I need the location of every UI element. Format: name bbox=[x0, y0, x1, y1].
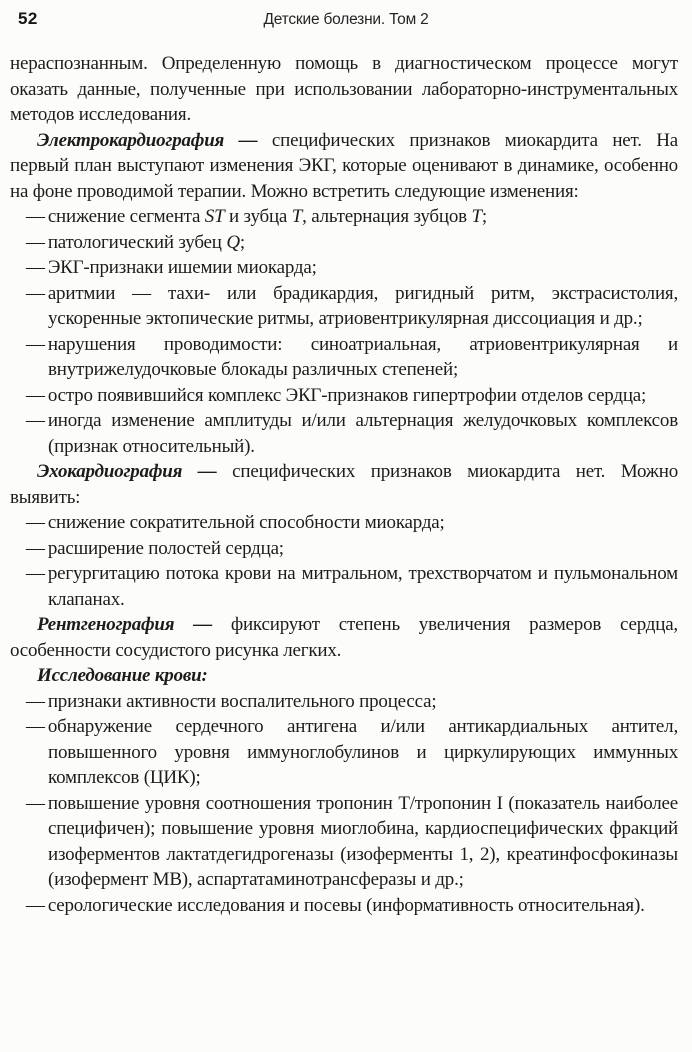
dash-bullet: — bbox=[26, 690, 45, 712]
dash-bullet: — bbox=[26, 537, 45, 559]
list-item-troponin bbox=[10, 791, 678, 893]
list-item-text bbox=[48, 895, 645, 916]
dash-bullet: — bbox=[26, 384, 45, 406]
list-item-conduction bbox=[10, 332, 678, 383]
text-segment: снижение сократительной способности миокарда; bbox=[47, 512, 445, 533]
dash-bullet: — bbox=[26, 563, 45, 584]
list-item-text bbox=[48, 283, 678, 330]
page-body bbox=[10, 51, 678, 918]
list-item-ecg-st bbox=[10, 204, 678, 230]
text-segment: аритмии — тахи- или брадикардия, ригидный ритм, экстрасистолия, ускоренные эктопические ритмы, атриовентрикулярная диссоциация и др.; bbox=[47, 282, 678, 329]
list-item-text bbox=[48, 691, 437, 712]
text-segment: серологические исследования и посевы (информативность относительная). bbox=[47, 894, 645, 916]
text-segment: регургитацию потока крови на митральном, трехстворчатом и пульмональном клапанах. bbox=[47, 563, 678, 610]
list-item-dilation bbox=[10, 536, 678, 562]
dash-bullet: — bbox=[26, 231, 45, 253]
list-item-hypertrophy bbox=[10, 383, 678, 409]
list-item-text bbox=[48, 793, 678, 891]
text-segment: Q bbox=[226, 231, 240, 253]
text-segment: Исследование крови: bbox=[37, 665, 208, 686]
paragraph-radiography bbox=[10, 612, 678, 663]
text-segment: Рентгенография — bbox=[37, 614, 212, 635]
list-item-antigens bbox=[10, 714, 678, 791]
text-segment: специфических признаков миокардита нет. Можно выявить: bbox=[10, 461, 678, 508]
text-segment: нарушения проводимости: синоатриальная, атриовентрикулярная и внутрижелудочковые блокады различных степеней; bbox=[47, 333, 678, 380]
text-segment: нераспознанным. Определенную помощь в диагностическом процессе могут оказать данные, полученные при использовании лабораторно-инструментальных методов исследования. bbox=[10, 53, 678, 125]
dash-bullet: — bbox=[26, 282, 45, 304]
text-segment: обнаружение сердечного антигена и/или антикардиальных антител, повышенного уровня иммуноглобулинов и циркулирующих иммунных комплексов (ЦИК); bbox=[47, 716, 678, 788]
text-segment: Электрокардиография — bbox=[37, 129, 258, 151]
text-segment: ЭКГ-признаки ишемии миокарда; bbox=[47, 257, 317, 278]
list-item-text bbox=[48, 206, 487, 227]
text-segment: ; bbox=[239, 231, 245, 253]
text-segment: патологический зубец bbox=[47, 231, 227, 253]
list-item-text bbox=[48, 538, 284, 559]
text-segment: иногда изменение амплитуды и/или альтернация желудочковых комплексов (признак относительный). bbox=[47, 410, 678, 457]
list-item-serology bbox=[10, 893, 678, 919]
text-segment: и зубца bbox=[224, 206, 292, 227]
list-item-text bbox=[48, 334, 678, 381]
text-segment: остро появившийся комплекс ЭКГ-признаков гипертрофии отделов сердца; bbox=[47, 384, 647, 406]
text-segment: ST bbox=[204, 206, 225, 227]
dash-bullet: — bbox=[26, 512, 45, 533]
list-item-text bbox=[48, 410, 678, 457]
text-segment: , альтернация зубцов bbox=[302, 206, 472, 227]
text-segment: ; bbox=[481, 206, 487, 227]
dash-bullet: — bbox=[26, 410, 45, 431]
list-item-amplitude bbox=[10, 408, 678, 459]
dash-bullet: — bbox=[26, 257, 45, 278]
list-item-text bbox=[48, 563, 678, 610]
list-item-text bbox=[48, 512, 445, 533]
list-item-regurgitation bbox=[10, 561, 678, 612]
text-segment: Эхокардиография — bbox=[37, 461, 217, 482]
text-segment: T bbox=[291, 206, 303, 227]
list-item-inflammation bbox=[10, 689, 678, 715]
heading-blood-test bbox=[10, 663, 678, 689]
text-segment: снижение сегмента bbox=[47, 206, 205, 227]
page-number: 52 bbox=[18, 9, 38, 28]
text-segment: фиксируют степень увеличения размеров сердца, особенности сосудистого рисунка легких. bbox=[10, 614, 678, 661]
list-item-ecg-ischemia bbox=[10, 255, 678, 281]
list-item-text bbox=[48, 232, 245, 253]
dash-bullet: — bbox=[26, 894, 45, 916]
text-segment: признаки активности воспалительного процесса; bbox=[47, 690, 437, 712]
list-item-text bbox=[48, 257, 317, 278]
dash-bullet: — bbox=[26, 206, 45, 227]
text-segment: повышение уровня соотношения тропонин Т/тропонин I (показатель наиболее специфичен); повышение уровня миоглобина, кардиоспецифических фракций изоферментов лактатдегидрогеназы (изоферменты 1, 2), креатинфосфокиназы (изофермент МВ), аспартатаминотрансферазы и др.; bbox=[47, 792, 678, 890]
list-item-ecg-q bbox=[10, 230, 678, 256]
text-segment: специфических признаков миокардита нет. На первый план выступают изменения ЭКГ, которые оценивают в динамике, особенно на фоне проводимой терапии. Можно встретить следующие изменения: bbox=[10, 129, 678, 202]
dash-bullet: — bbox=[26, 333, 45, 355]
paragraph-echocardiography bbox=[10, 459, 678, 510]
paragraph-electrocardiography bbox=[10, 128, 678, 205]
paragraph-intro bbox=[10, 51, 678, 128]
list-item-arrhythmia bbox=[10, 281, 678, 332]
dash-bullet: — bbox=[26, 792, 45, 814]
list-item-contractility bbox=[10, 510, 678, 536]
text-segment: T bbox=[471, 206, 482, 227]
text-segment: расширение полостей сердца; bbox=[47, 537, 284, 559]
list-item-text bbox=[48, 716, 678, 788]
list-item-text bbox=[48, 385, 646, 406]
running-title: Детские болезни. Том 2 bbox=[263, 11, 429, 28]
dash-bullet: — bbox=[26, 716, 45, 737]
